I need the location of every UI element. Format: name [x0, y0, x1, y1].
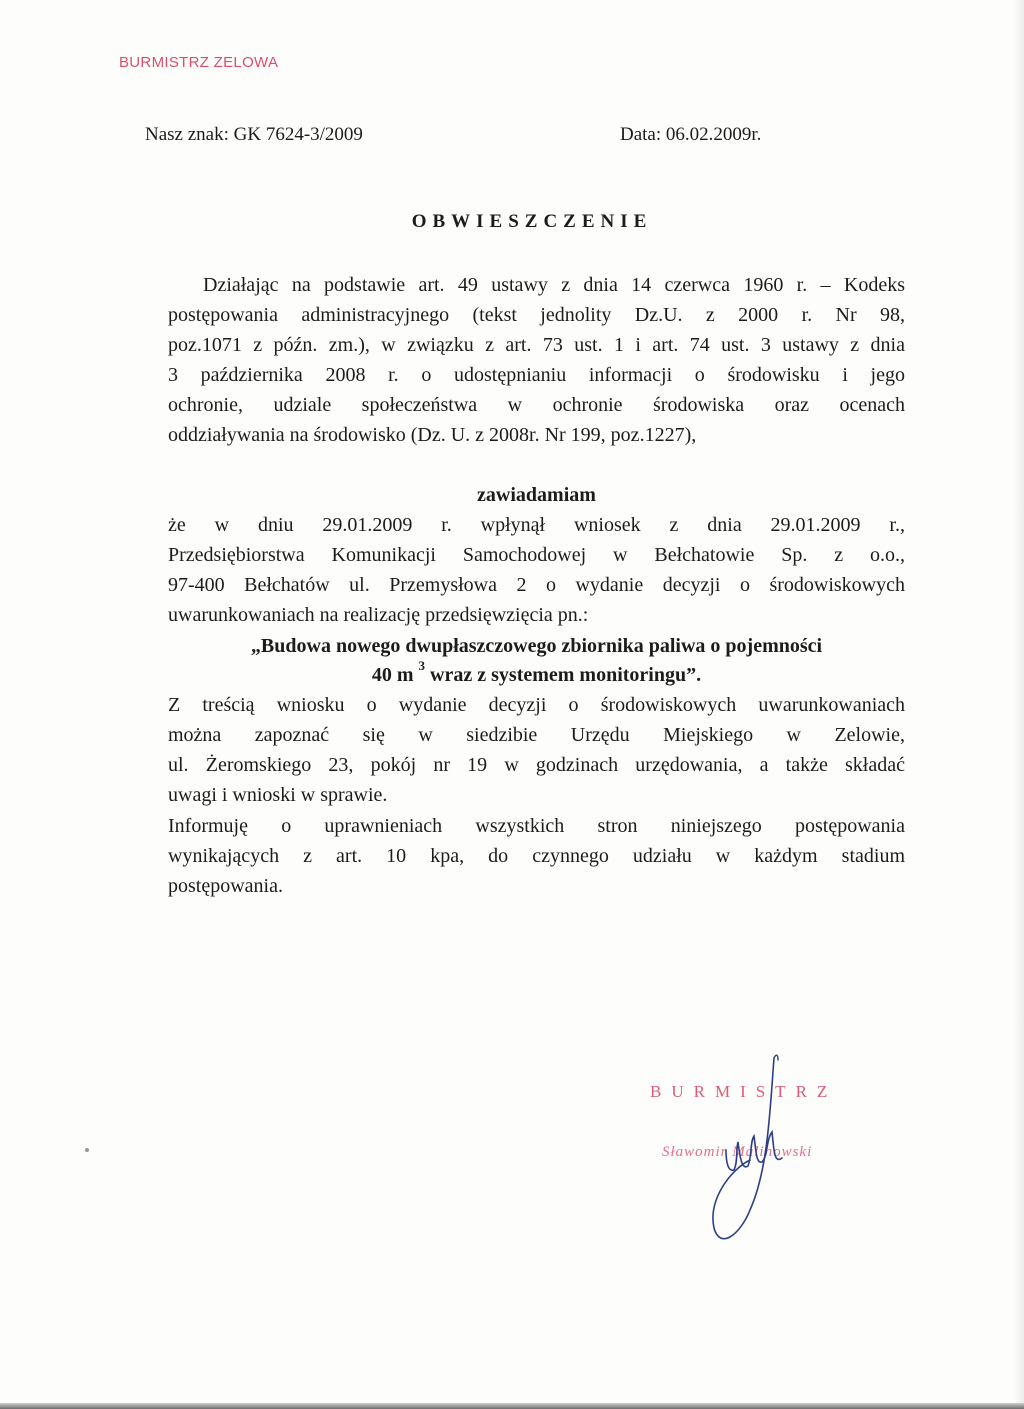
announce-heading: zawiadamiam	[477, 484, 596, 506]
document-date: Data: 06.02.2009r.	[620, 124, 762, 145]
header-stamp: BURMISTRZ ZELOWA	[119, 54, 279, 71]
project-volume: 40 m	[371, 664, 414, 686]
handwritten-signature	[690, 1050, 800, 1260]
scan-bottom-edge	[0, 1403, 1024, 1409]
signature-stamp-title: BURMISTRZ	[650, 1082, 838, 1101]
info-line: ul. Żeromskiego 23, pokój nr 19 w godzinach urzędowania, a także składać	[168, 754, 905, 776]
project-volume-exponent: 3	[418, 658, 426, 674]
document-title: OBWIESZCZENIE	[411, 211, 653, 232]
rights-line: postępowania.	[168, 875, 283, 897]
intro-line: ochronie, udziale społeczeństwa w ochronie środowiska oraz ocenach	[168, 394, 905, 416]
intro-line: Działając na podstawie art. 49 ustawy z dnia 14 czerwca 1960 r. – Kodeks	[203, 274, 905, 296]
info-line: można zapoznać się w siedzibie Urzędu Miejskiego w Zelowie,	[168, 724, 905, 746]
reference-number: Nasz znak: GK 7624-3/2009	[145, 124, 363, 145]
rights-line: wynikających z art. 10 kpa, do czynnego udziału w każdym stadium	[168, 845, 905, 867]
info-line: Z treścią wniosku o wydanie decyzji o środowiskowych uwarunkowaniach	[168, 694, 905, 716]
project-title-end: wraz z systemem monitoringu”.	[425, 664, 702, 686]
body-line: uwarunkowaniach na realizację przedsięwzięcia pn.:	[168, 604, 589, 626]
intro-line: oddziaływania na środowisko (Dz. U. z 2008r. Nr 199, poz.1227),	[168, 424, 697, 446]
project-title-line1: „Budowa nowego dwupłaszczowego zbiornika paliwa o pojemności	[250, 635, 823, 657]
intro-line: postępowania administracyjnego (tekst jednolity Dz.U. z 2000 r. Nr 98,	[168, 304, 905, 326]
rights-line: Informuję o uprawnieniach wszystkich stron niniejszego postępowania	[168, 815, 905, 837]
intro-line: poz.1071 z późn. zm.), w związku z art. 73 ust. 1 i art. 74 ust. 3 ustawy z dnia	[168, 334, 905, 356]
intro-line: 3 października 2008 r. o udostępnianiu informacji o środowisku i jego	[168, 364, 905, 386]
signature-stamp-name: Sławomir Malinowski	[662, 1144, 813, 1160]
body-line: że w dniu 29.01.2009 r. wpłynął wniosek z dnia 29.01.2009 r.,	[168, 514, 905, 536]
body-line: Przedsiębiorstwa Komunikacji Samochodowej w Bełchatowie Sp. z o.o.,	[168, 544, 905, 566]
project-title-line2	[168, 660, 905, 690]
info-line: uwagi i wnioski w sprawie.	[168, 784, 388, 806]
scan-speck	[85, 1148, 89, 1152]
body-line: 97-400 Bełchatów ul. Przemysłowa 2 o wydanie decyzji o środowiskowych	[168, 574, 905, 596]
